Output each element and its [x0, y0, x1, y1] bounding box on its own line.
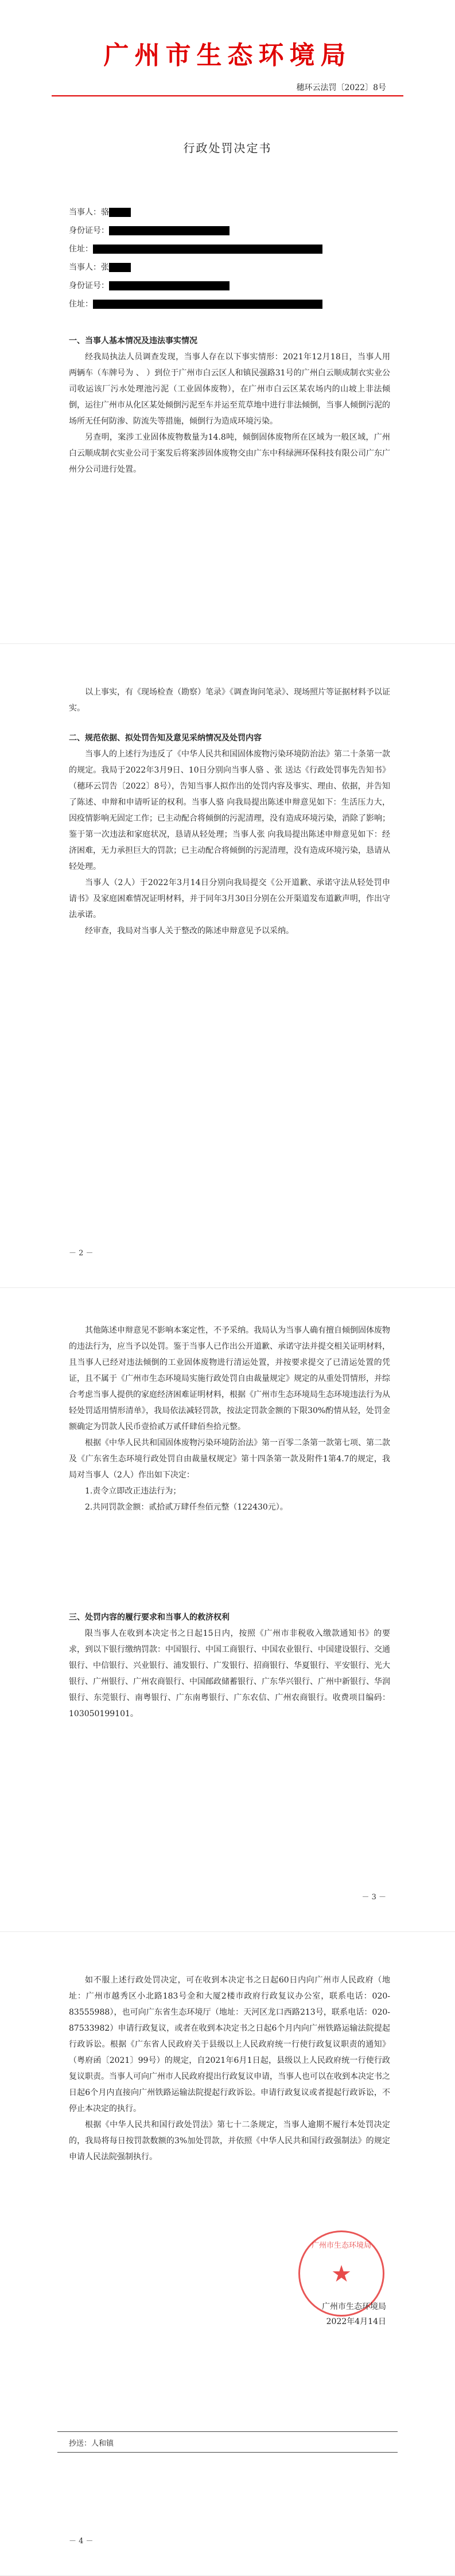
page-number: － 2 －	[69, 1249, 94, 1258]
page-2	[0, 644, 455, 1288]
redaction-bar	[109, 226, 230, 235]
cc-recipients: 抄送：人和镇	[69, 2439, 114, 2448]
seal-star-icon: ★	[331, 2261, 352, 2287]
seal-ring-text: 广州市生态环境局	[311, 2241, 371, 2250]
cc-top-rule	[57, 2431, 398, 2432]
party-row	[69, 295, 322, 313]
page-3	[0, 1288, 455, 1932]
cc-bottom-rule	[57, 2452, 398, 2453]
paragraph: 以上事实，有《现场检查（勘察）笔录》《调查询问笔录》、现场照片等证据材料予以证实。	[69, 688, 390, 713]
authority-header: 广州市生态环境局	[103, 41, 352, 70]
redaction-bar	[109, 263, 131, 272]
paragraph: 如不服上述行政处罚决定，可在收到本决定书之日起60日内向广州市人民政府（地址：广州市越秀区小北路183号金和大厦2楼市政府行政复议办公室，联系电话：020-83555988），也可向广东省生态环境厅（地址：天河区龙口西路213号，联系电话：020-87533982）申请行政复议，或者在收到本决定书之日起6个月内向广州铁路运输法院提起行政诉讼。根据《广东省人民政府关于县级以上人民政府统一行使行政复议职责的通知》（粤府函〔2021〕99号）的规定，自2021年6月1日起，县级以上人民政府统一行使行政复议职责。当事人可向广州市人民政府提出行政复议申请，当事人也可以在收到本决定书之日起6个月内直接向广州铁路运输法院提起行政诉讼。申请行政复议或者提起行政诉讼，不停止本决定的执行。	[69, 1976, 390, 2113]
page-number: － 4 －	[69, 2537, 94, 2546]
party-label: 住址：	[69, 300, 93, 309]
party-label: 身份证号：	[69, 226, 109, 235]
redaction-bar	[109, 208, 131, 217]
document-number: 穗环云法罚〔2022〕8号	[296, 83, 386, 92]
section-appeal-rights	[69, 1972, 390, 2165]
redaction-bar	[109, 281, 230, 290]
signer-name: 广州市生态环境局	[322, 2302, 386, 2311]
paragraph: 另查明，案涉工业固体废物数量为14.8吨，倾倒固体废物所在区域为一般区域，广州白云顺成制衣实业公司于案发后将案涉固体废物交由广东中科绿洲环保科技有限公司广东广州分公司进行处置。	[69, 433, 390, 474]
header-red-rule	[52, 95, 403, 96]
party-label: 身份证号：	[69, 281, 109, 290]
redaction-bar	[93, 245, 322, 254]
paragraph: 经我局执法人员调查发现，当事人存在以下事实情形：2021年12月18日，当事人用两辆车（车牌号为 、 ）到位于广州市白云区人和镇民强路31号的广州白云顺成制衣实业公司收运该厂污水处理池污泥（工业固体废物），在广州市白云区某农场内的山坡上非法倾倒，运往广州市从化区某处倾倒污泥至车并运至荒草地中进行非法倾倒，当事人倾倒污泥的场所无任何防渗、防流失等措施，倾倒行为造成环境污染。	[69, 352, 390, 426]
party-row	[69, 277, 322, 295]
paragraph: 其他陈述申辩意见不影响本案定性，不予采纳。我局认为当事人确有擅自倾倒固体废物的违法行为，应当予以处罚。鉴于当事人已作出公开道歉、承诺守法并提交相关证明材料，且当事人已经对违法倾倒的工业固体废物进行清运处置，并按要求提交了已清运处置的凭证，且不属于《广州市生态环境局实施行政处罚自由裁量规定》规定的从重处罚情形，并综合考虑当事人提供的家庭经济困难证明材料，根据《广州市生态环境局生态环境违法行为从轻处罚适用情形清单》，我局依法减轻罚款，按法定罚款金额的下限30%酌情从轻，处罚金额确定为罚款人民币壹拾贰万贰仟肆佰叁拾元整。	[69, 1326, 390, 1431]
section-heading: 一、当事人基本情况及违法事实情况	[69, 336, 197, 346]
party-row	[69, 258, 322, 277]
section-facts	[69, 333, 390, 478]
section-remedies	[69, 1609, 390, 1722]
signing-date: 2022年4月14日	[326, 2317, 386, 2326]
decision-item: 2.共同罚款金额：贰拾贰万肆仟叁佰元整（122430元）。	[85, 1503, 288, 1512]
decision-item: 1.责令立即改正违法行为；	[85, 1487, 181, 1496]
parties-block	[69, 203, 322, 313]
party-row	[69, 222, 322, 240]
paragraph: 经审查，我局对当事人关于整改的陈述申辩意见予以采纳。	[85, 926, 294, 936]
paragraph: 根据《中华人民共和国行政处罚法》第七十二条规定，当事人逾期不履行本处罚决定的，我局将每日按罚款数额的3%加处罚款，并依照《中华人民共和国行政强制法》的规定申请人民法院强制执行。	[69, 2120, 390, 2162]
paragraph: 限当事人在收到本决定书之日起15日内，按照《广州市非税收入缴款通知书》的要求，到以下银行缴纳罚款：中国银行、中国工商银行、中国农业银行、中国建设银行、交通银行、中信银行、兴业银行、浦发银行、广发银行、招商银行、华夏银行、平安银行、光大银行、广州银行、广州农商银行、中国邮政储蓄银行、广东华兴银行、广州中新银行、华润银行、东莞银行、南粤银行、广东南粤银行、广东农信、广州农商银行。收费项目编码：103050199101。	[69, 1629, 390, 1718]
section-heading: 二、规范依据、拟处罚告知及意见采纳情况及处罚内容	[69, 734, 262, 743]
paragraph: 根据《中华人民共和国固体废物污染环境防治法》第一百零二条第一款第七项、第二款及《广东省生态环境行政处罚自由裁量权规定》第十四条第一款及附件1第4.7的规定，我局对当事人（2人）作出如下决定：	[69, 1438, 390, 1480]
section-facts-continued	[69, 684, 390, 716]
paragraph: 当事人（2人）于2022年3月14日分别向我局提交《公开道歉、承诺守法从轻处罚申请书》及家庭困难情况证明材料，并于同年3月30日分别在公开渠道发布道歉声明，作出守法承诺。	[69, 878, 390, 920]
party-row	[69, 240, 322, 258]
party-label: 当事人：	[69, 263, 101, 272]
party-name: 骆	[101, 208, 109, 217]
party-label: 当事人：	[69, 208, 101, 217]
party-row	[69, 203, 322, 222]
page-4	[0, 1932, 455, 2576]
section-heading: 三、处罚内容的履行要求和当事人的救济权利	[69, 1613, 230, 1622]
paragraph: 当事人的上述行为违反了《中华人民共和国固体废物污染环境防治法》第二十条第一款的规定。我局于2022年3月9日、10日分别向当事人骆 、张 送达《行政处罚事先告知书》（穗环云罚告〔2022〕8号），告知当事人拟作出的处罚内容及事实、理由、依据，并告知了陈述、申辩和申请听证的权利。当事人骆 向我局提出陈述申辩意见如下：生活压力大，因疫情影响无固定工作；已主动配合将倾倒的污泥清理，没有造成环境污染，消除了影响；鉴于第一次违法和家庭状况，恳请从轻处理；当事人张 向我局提出陈述申辩意见如下：经济困难，无力承担巨大的罚款；已主动配合将倾倒的污泥清理，没有造成环境污染，恳请从轻处理。	[69, 750, 390, 871]
redaction-bar	[93, 300, 322, 309]
section-legal-basis	[69, 730, 390, 939]
party-label: 住址：	[69, 245, 93, 254]
page-1	[0, 0, 455, 644]
document-title: 行政处罚决定书	[183, 141, 272, 155]
section-decision	[69, 1322, 390, 1515]
party-name: 张	[101, 263, 109, 272]
page-number: － 3 －	[361, 1893, 386, 1902]
signature-block	[322, 2299, 386, 2329]
